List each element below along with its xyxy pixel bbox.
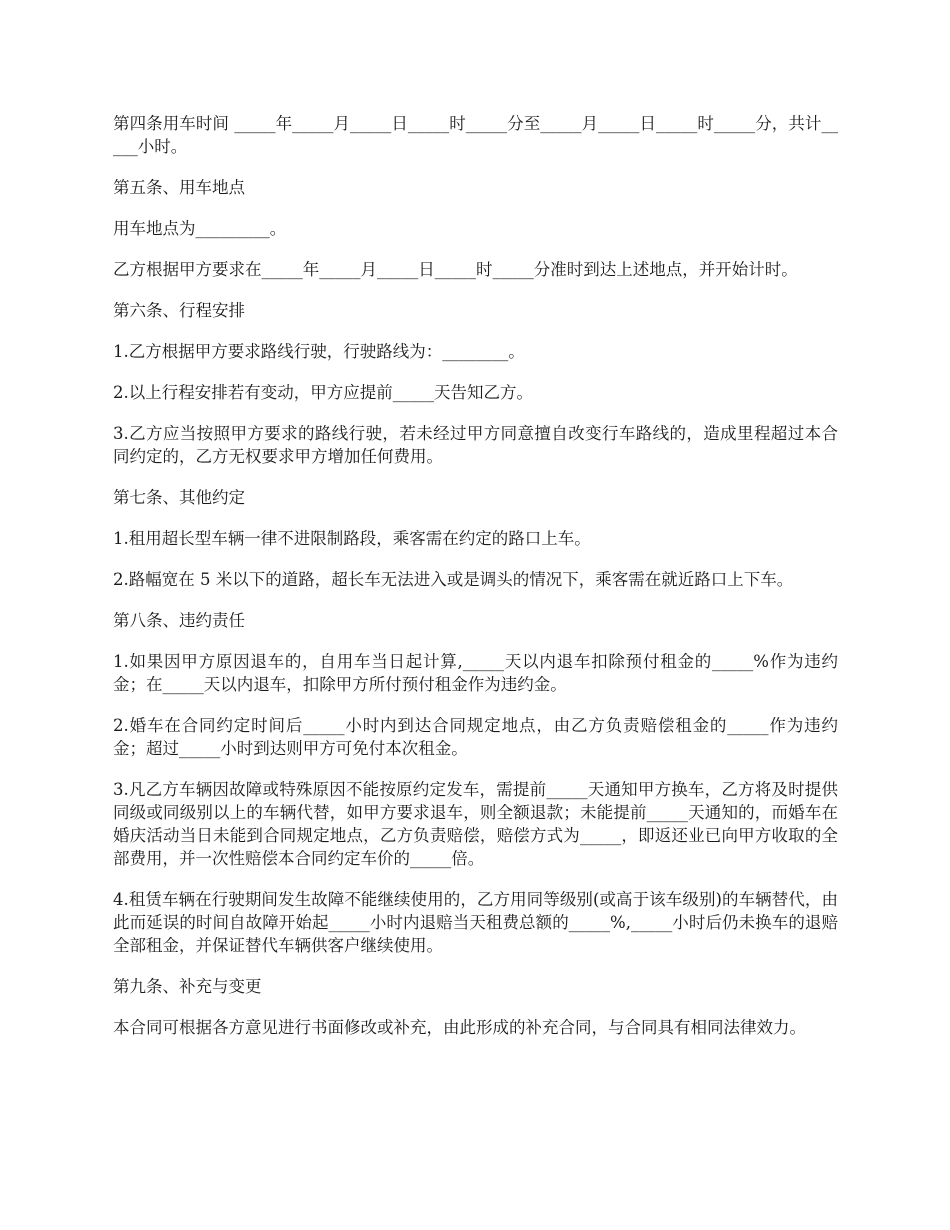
clause-8-item-3: 3.凡乙方车辆因故障或特殊原因不能按原约定发车，需提前_____天通知甲方换车，乙方将及时提供同级或同级别以上的车辆代替，如甲方要求退车，则全额退款；未能提前_____天通知的，而婚车在婚庆活动当日未能到合同规定地点，乙方负责赔偿，赔偿方式为_____，即返还业已向甲方收取的全部费用，并一次性赔偿本合同约定车价的_____倍。 — [113, 780, 838, 868]
clause-7-item-1: 1.租用超长型车辆一律不进限制路段，乘客需在约定的路口上车。 — [113, 529, 591, 548]
clause-4-rental-time: 第四条用车时间 _____年_____月_____日_____时_____分至_____月_____日_____时_____分，共计_____小时。 — [113, 114, 838, 156]
clause-5-location: 用车地点为_________。 — [113, 219, 287, 238]
clause-6-item-1: 1.乙方根据甲方要求路线行驶，行驶路线为：________。 — [113, 342, 525, 361]
clause-5-arrival-time: 乙方根据甲方要求在_____年_____月_____日_____时_____分准时到达上述地点，并开始计时。 — [113, 260, 798, 279]
clause-5-heading: 第五条、用车地点 — [113, 178, 245, 197]
clause-8-heading: 第八条、违约责任 — [113, 611, 245, 630]
clause-9-heading: 第九条、补充与变更 — [113, 977, 262, 996]
clause-6-item-3: 3.乙方应当按照甲方要求的路线行驶，若未经过甲方同意擅自改变行车路线的，造成里程超过本合同约定的，乙方无权要求甲方增加任何费用。 — [113, 424, 838, 466]
clause-7-heading: 第七条、其他约定 — [113, 488, 245, 507]
clause-6-heading: 第六条、行程安排 — [113, 301, 245, 320]
clause-8-item-4: 4.租赁车辆在行驶期间发生故障不能继续使用的，乙方用同等级别(或高于该车级别)的车辆替代，由此而延误的时间自故障开始起_____小时内退赔当天租费总额的_____%,_____小时后仍未换车的退赔全部租金，并保证替代车辆供客户继续使用。 — [113, 890, 838, 955]
document-body — [113, 112, 838, 1057]
clause-9-body: 本合同可根据各方意见进行书面修改或补充，由此形成的补充合同，与合同具有相同法律效力。 — [113, 1018, 806, 1037]
clause-7-item-2: 2.路幅宽在 5 米以下的道路，超长车无法进入或是调头的情况下，乘客需在就近路口上下车。 — [113, 570, 794, 589]
clause-8-item-2: 2.婚车在合同约定时间后_____小时内到达合同规定地点，由乙方负责赔偿租金的_____作为违约金；超过_____小时到达则甲方可免付本次租金。 — [113, 716, 838, 758]
clause-6-item-2: 2.以上行程安排若有变动，甲方应提前_____天告知乙方。 — [113, 383, 533, 402]
clause-8-item-1: 1.如果因甲方原因退车的，自用车当日起计算,_____天以内退车扣除预付租金的_____%作为违约金；在_____天以内退车，扣除甲方所付预付租金作为违约金。 — [113, 652, 838, 694]
